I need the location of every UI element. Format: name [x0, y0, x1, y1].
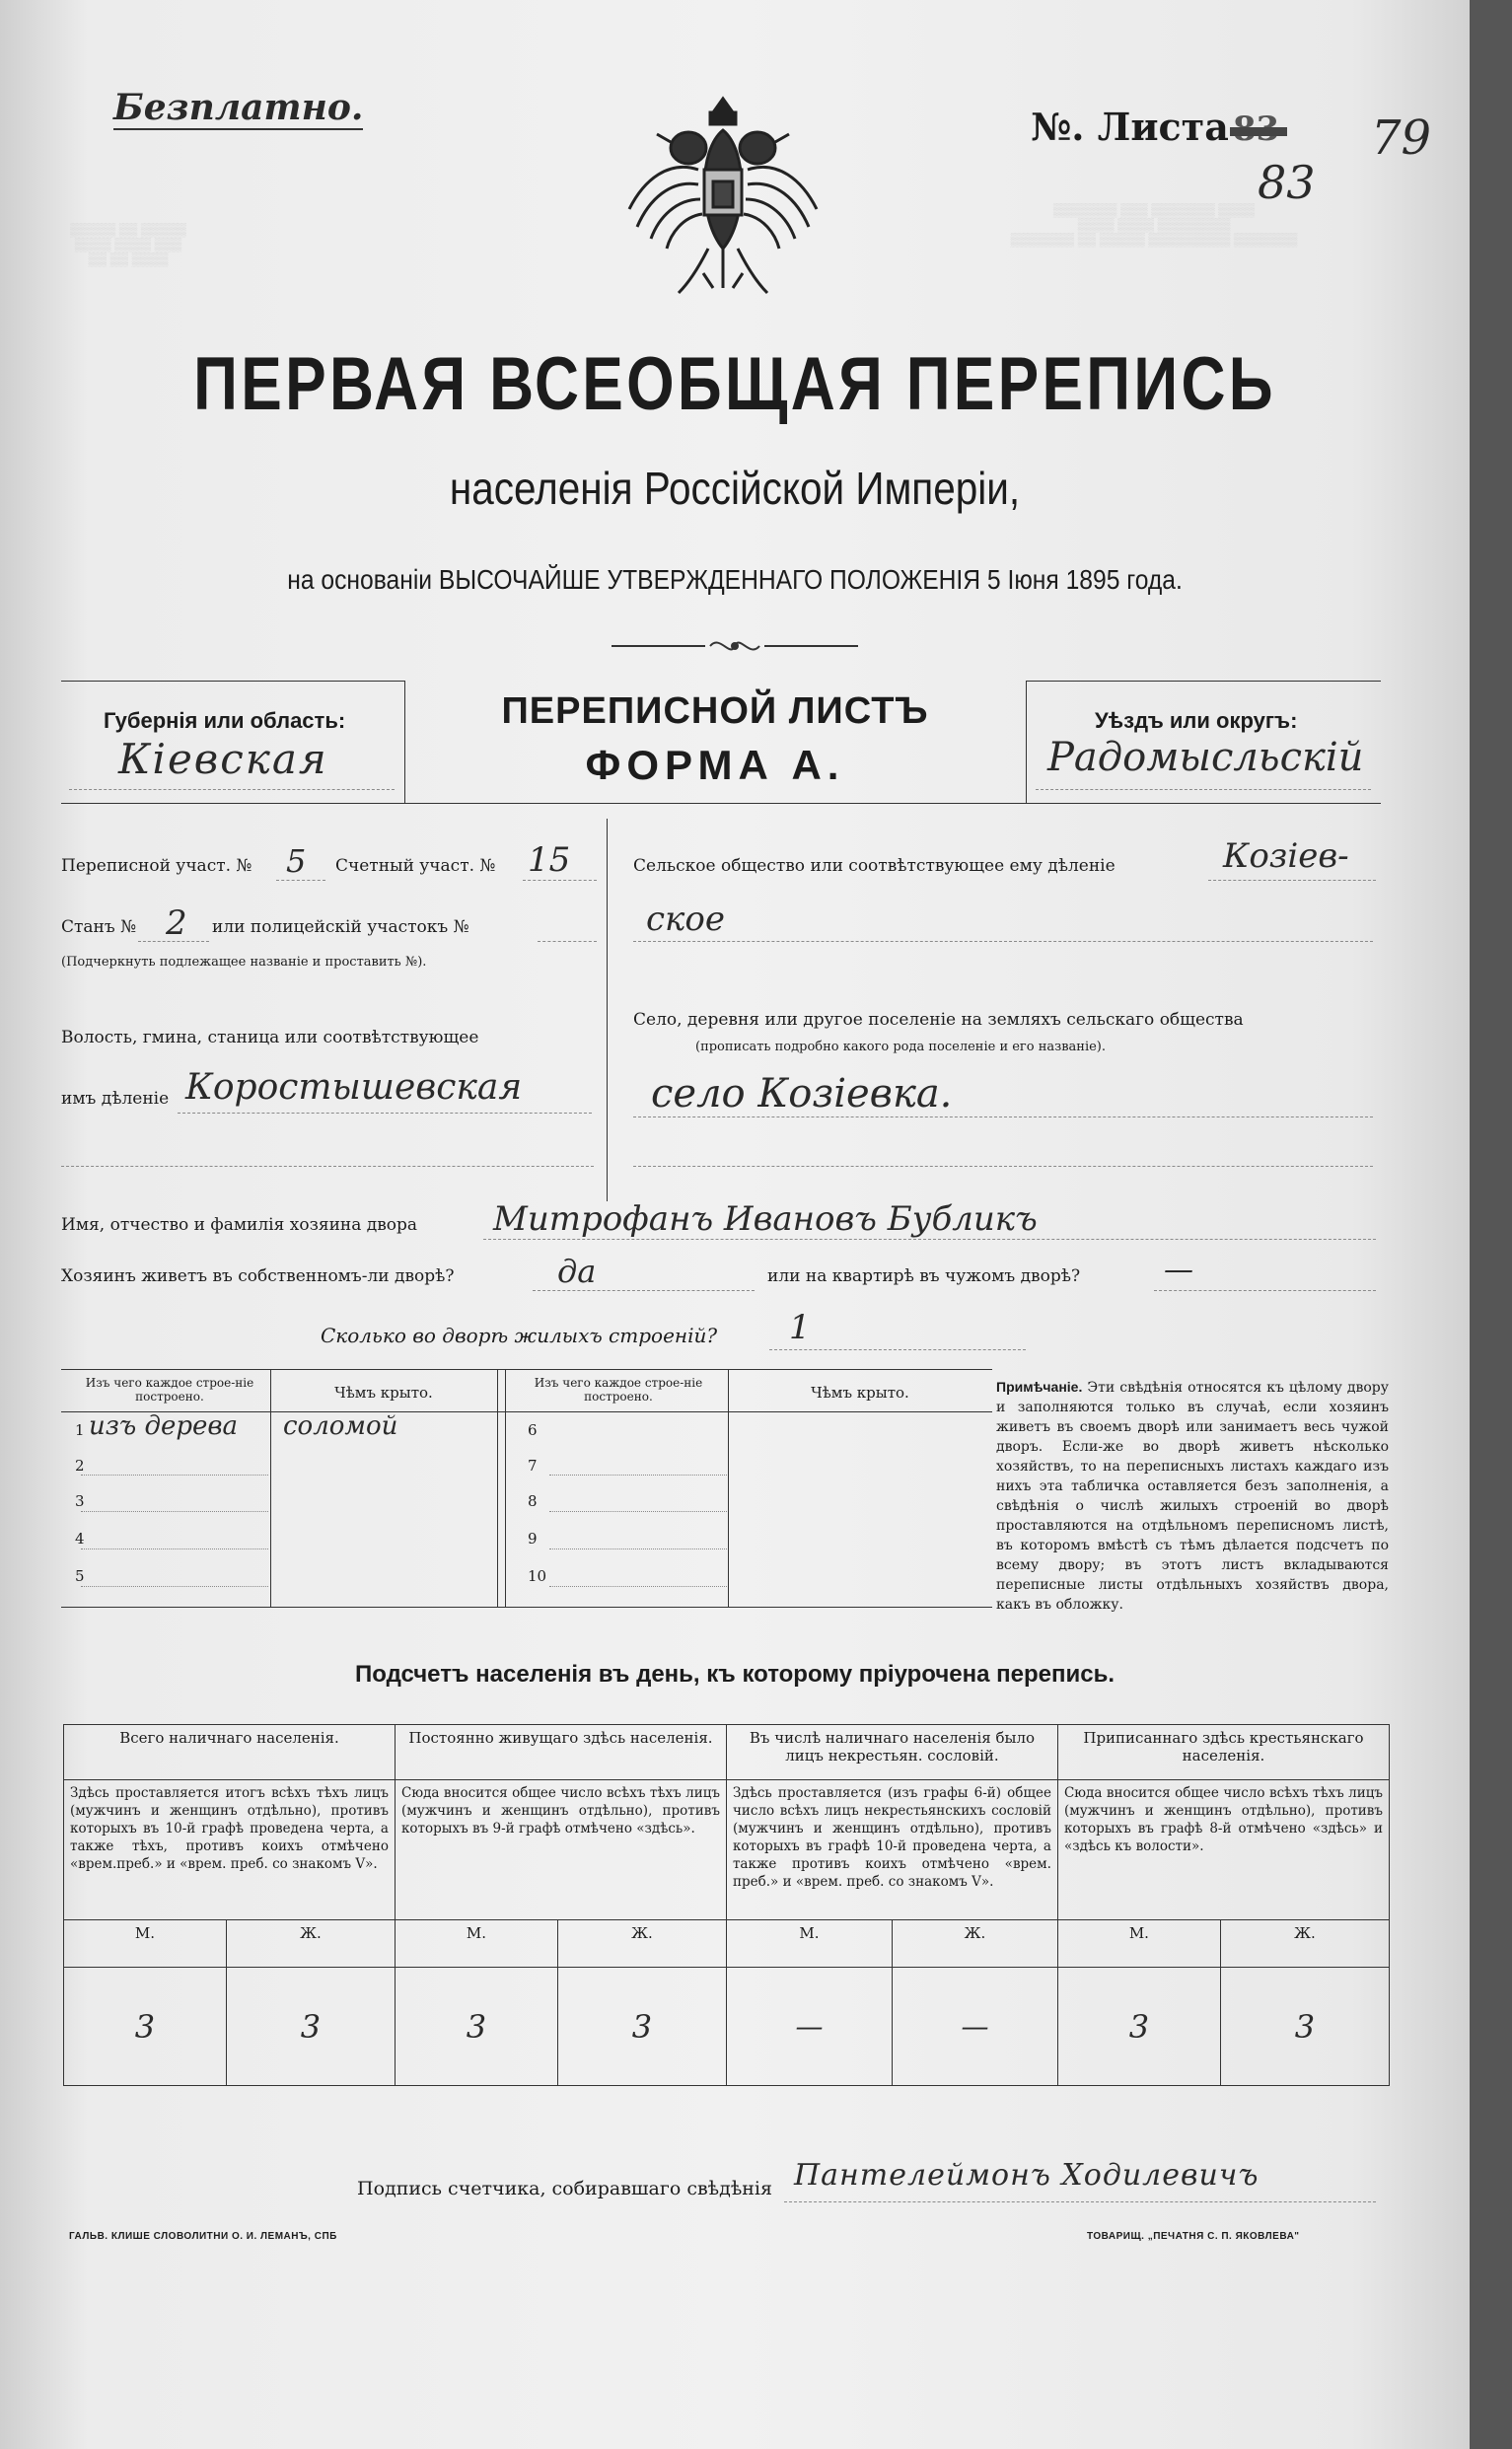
- underline-note: (Подчеркнуть подлежащее названіе и проставить №).: [61, 955, 427, 970]
- buildings-value: 1: [789, 1308, 811, 1347]
- census-title: ПЕРВАЯ ВСЕОБЩАЯ ПЕРЕПИСЬ: [193, 342, 1276, 426]
- sheet-number-struck: [1233, 109, 1279, 149]
- pop-m-label: М.: [64, 1920, 227, 1968]
- pop-f-label: Ж.: [892, 1920, 1057, 1968]
- pop-col-4-head: Приписаннаго здѣсь крестьянскаго населенія.: [1057, 1725, 1389, 1780]
- sheet-number-label: [1031, 105, 1279, 149]
- table-row: 7: [528, 1457, 538, 1475]
- sheet-label-text: №. Листа: [1031, 105, 1229, 149]
- table-row: 3: [75, 1492, 85, 1510]
- bleed-through: ▒▒▒▒▒ ▒▒ ▒▒▒▒▒ ▒▒▒▒ ▒▒▒▒ ▒▒▒ ▒▒ ▒▒ ▒▒▒▒: [70, 222, 186, 266]
- pop-m-label: М.: [395, 1920, 557, 1968]
- pop-f-label: Ж.: [226, 1920, 395, 1968]
- selo-note: (прописать подробно какого рода поселеніе и его названіе).: [695, 1040, 1106, 1054]
- row-1-roof: соломой: [283, 1411, 398, 1441]
- note-text: Эти свѣдѣнія относятся къ цѣлому двору и заполняются только въ случаѣ, если хозяинъ живетъ въ своемъ дворѣ или занимаетъ весь чужой дворъ. Если-же во дворѣ живетъ нѣсколько хозяйствъ, то на переписныхъ листахъ каждаго изъ нихъ эта табличка оставляется безъ заполненія, а свѣдѣнія о числѣ жилыхъ строеній во дворѣ проставляются на отдѣльномъ переписномъ листѣ, въ которомъ вмѣстѣ съ тѣмъ дѣлается подсчетъ по всему двору; въ этотъ листъ вкладываются переписные листы отдѣльныхъ хозяйствъ двора, какъ въ обложку.: [996, 1380, 1389, 1613]
- police-label: или полицейскій участокъ №: [212, 917, 469, 937]
- pop-col-4-desc: Сюда вносится общее число всѣхъ тѣхъ лицъ (мужчинъ и женщинъ отдѣльно), противъ которыхъ въ графѣ 8-й отмѣчено «здѣсь» и «здѣсь къ волости».: [1057, 1780, 1389, 1920]
- census-subtitle: населенія Россійской Имперіи,: [449, 463, 1021, 514]
- pop-col-2-desc: Сюда вносится общее число всѣхъ тѣхъ лицъ (мужчинъ и женщинъ отдѣльно), противъ которыхъ въ 9-й графѣ отмѣчено «здѣсь».: [395, 1780, 726, 1920]
- pop-m-label: М.: [1057, 1920, 1220, 1968]
- double-headed-eagle-icon: [619, 91, 827, 303]
- pop-col-1-head: Всего наличнаго населенія.: [64, 1725, 396, 1780]
- volost-label-1: Волость, гмина, станица или соотвѣтствующее: [61, 1028, 479, 1047]
- form-title: ФОРМА А.: [585, 742, 845, 788]
- col-roof-left: Чѣмъ крыто.: [334, 1384, 433, 1402]
- population-title: Подсчетъ населенія въ день, къ которому пріурочена перепись.: [355, 1661, 1115, 1688]
- pop-col-3-m: —: [726, 1968, 892, 2086]
- note-block: [996, 1377, 1389, 1615]
- table-row: 5: [75, 1567, 85, 1585]
- row-1-material: изъ дерева: [89, 1411, 239, 1441]
- footer-right: ТОВАРИЩ. „ПЕЧАТНЯ С. П. ЯКОВЛЕВА": [1087, 2231, 1300, 2242]
- signature-value: Пантелеймонъ Ходилевичъ: [794, 2158, 1260, 2193]
- uezd-value: Радомысльскій: [1047, 735, 1364, 780]
- pop-col-3-desc: Здѣсь проставляется (изъ графы 6-й) общее число всѣхъ лицъ некрестьянскихъ сословій (мужчинъ и женщинъ отдѣльно), противъ которыхъ въ графѣ 10-й проведена черта, а также противъ коихъ отмѣчено «врем. преб.» и «врем. преб. со знакомъ V».: [726, 1780, 1057, 1920]
- sheet-title: ПЕРЕПИСНОЙ ЛИСТЪ: [501, 690, 929, 732]
- buildings-label: Сколько во дворѣ жилыхъ строеній?: [321, 1324, 718, 1347]
- pop-col-2-m: 3: [395, 1968, 557, 2086]
- pop-col-4-m: 3: [1057, 1968, 1220, 2086]
- owner-rent-value: —: [1164, 1253, 1193, 1287]
- pop-f-label: Ж.: [557, 1920, 726, 1968]
- table-row: 10: [528, 1567, 547, 1585]
- footer-left: ГАЛЬВ. КЛИШЕ СЛОВОЛИТНИ О. И. ЛЕМАНЪ, СПБ: [69, 2231, 337, 2242]
- pop-col-2-f: 3: [557, 1968, 726, 2086]
- volost-label-2: имъ дѣленіе: [61, 1089, 170, 1109]
- table-row: 2: [75, 1457, 85, 1475]
- signature-label: Подпись счетчика, собиравшаго свѣдѣнія: [357, 2178, 772, 2199]
- pop-m-label: М.: [726, 1920, 892, 1968]
- perepis-uch-value: 5: [286, 842, 307, 880]
- sheet-number-handwritten-alt: 83: [1258, 156, 1316, 209]
- pop-col-1-f: 3: [226, 1968, 395, 2086]
- table-row: 4: [75, 1530, 85, 1548]
- volost-value: Коростышевская: [185, 1067, 523, 1108]
- ornament-divider-icon: [612, 631, 858, 661]
- owner-name-value: Митрофанъ Ивановъ Бубликъ: [493, 1199, 1038, 1239]
- pop-col-1-desc: Здѣсь проставляется итогъ всѣхъ тѣхъ лицъ (мужчинъ и женщинъ отдѣльно), противъ которыхъ въ 10-й графѣ проведена черта, а также тѣхъ, противъ коихъ отмѣчено «врем.преб.» и «врем. преб. со знакомъ V».: [64, 1780, 396, 1920]
- population-table: [63, 1724, 1390, 2086]
- schet-uch-value: 15: [528, 840, 571, 880]
- gubernia-value: Кіевская: [118, 735, 328, 783]
- col-material-left: Изъ чего каждое строе-ніе построено.: [85, 1376, 254, 1404]
- stan-label: Станъ №: [61, 917, 137, 937]
- pop-col-3-head: Въ числѣ наличнаго населенія было лицъ некрестьян. сословій.: [726, 1725, 1057, 1780]
- bleed-through: ▒▒▒▒▒▒▒ ▒▒▒ ▒▒▒▒▒▒▒ ▒▒▒▒ ▒▒▒▒ ▒▒▒▒ ▒▒▒▒▒▒▒▒ ▒▒▒▒▒▒▒ ▒▒ ▒▒▒▒▒ ▒▒▒▒▒▒▒▒▒ ▒▒▒▒▒▒▒: [1010, 202, 1298, 247]
- schet-uch-label: Счетный участ. №: [335, 856, 496, 876]
- stan-value: 2: [166, 903, 187, 943]
- col-material-right: Изъ чего каждое строе-ніе построено.: [534, 1376, 703, 1404]
- note-head: Примѣчаніе.: [996, 1379, 1083, 1395]
- obshchestvo-label: Сельское общество или соотвѣтствующее ему дѣленіе: [633, 856, 1116, 876]
- pop-col-2-head: Постоянно живущаго здѣсь населенія.: [395, 1725, 726, 1780]
- selo-value: село Козіевка.: [651, 1071, 953, 1116]
- census-basis: на основаніи ВЫСОЧАЙШЕ УТВЕРЖДЕННАГО ПОЛОЖЕНІЯ 5 Іюня 1895 года.: [287, 564, 1183, 595]
- col-roof-right: Чѣмъ крыто.: [811, 1384, 909, 1402]
- table-row: 8: [528, 1492, 538, 1510]
- owner-own-value: да: [557, 1253, 597, 1290]
- pop-col-3-f: —: [892, 1968, 1057, 2086]
- table-row: 9: [528, 1530, 538, 1548]
- owner-own-label: Хозяинъ живетъ въ собственномъ-ли дворѣ?: [61, 1266, 455, 1286]
- pop-col-4-f: 3: [1220, 1968, 1389, 2086]
- sheet-number-handwritten: 79: [1371, 110, 1432, 166]
- table-row: 6: [528, 1421, 538, 1439]
- buildings-table: Изъ чего каждое строе-ніе построено. Чѣмъ крыто. Изъ чего каждое строе-ніе построено. Чѣмъ крыто. 1 изъ дерева соломой 2 3 4 5 6 7 8 9 10: [61, 1369, 992, 1608]
- owner-name-label: Имя, отчество и фамилія хозяина двора: [61, 1215, 418, 1235]
- obshchestvo-value-1: Козіев-: [1223, 836, 1349, 876]
- selo-label: Село, деревня или другое поселеніе на земляхъ сельскаго общества: [633, 1010, 1244, 1030]
- perepis-uch-label: Переписной участ. №: [61, 856, 252, 876]
- pop-col-1-m: 3: [64, 1968, 227, 2086]
- owner-rent-label: или на квартирѣ въ чужомъ дворѣ?: [767, 1266, 1081, 1286]
- free-label: Безплатно.: [113, 87, 364, 128]
- uezd-label: Уѣздъ или округъ:: [1095, 708, 1298, 733]
- obshchestvo-value-2: ское: [646, 900, 725, 939]
- pop-f-label: Ж.: [1220, 1920, 1389, 1968]
- gubernia-label: Губернія или область:: [104, 708, 346, 733]
